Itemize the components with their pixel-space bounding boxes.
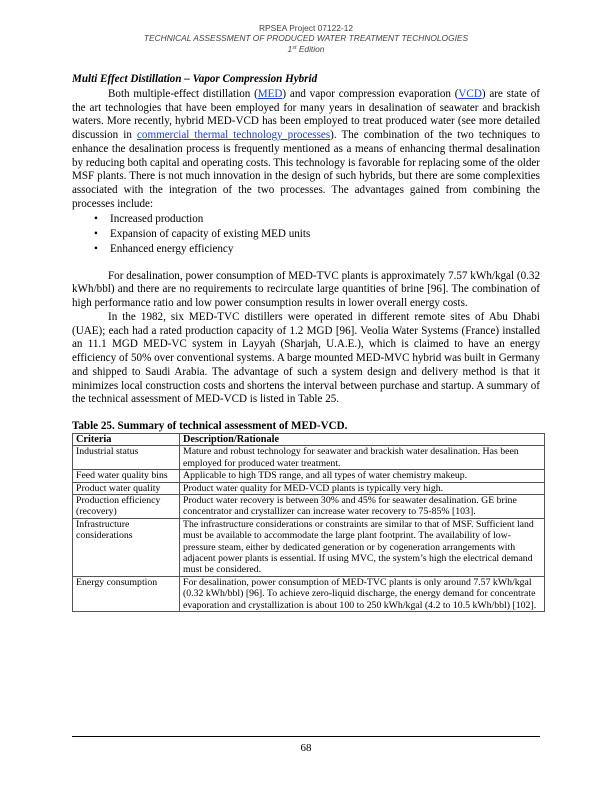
table-row xyxy=(73,495,545,519)
description-cell: Mature and robust technology for seawater and brackish water desalination. Has been employed for produced water treatment. xyxy=(180,446,545,470)
column-header-criteria: Criteria xyxy=(73,434,180,446)
criteria-cell: Product water quality xyxy=(73,482,180,494)
section-title: Multi Effect Distillation – Vapor Compression Hybrid xyxy=(72,73,318,85)
thermal-processes-link[interactable]: commercial thermal technology processes xyxy=(136,129,331,141)
column-header-description: Description/Rationale xyxy=(180,434,545,446)
table-title: Table 25. Summary of technical assessment of MED-VCD. xyxy=(72,420,348,432)
history-paragraph: In the 1982, six MED-TVC distillers were operated in different remote sites of Abu Dhabi (UAE); each had a rated production capacity of 1.2 MGD [96]. Veolia Water Systems (France) installed an 11.1 MGD MED-VC system in Layyah (Sharjah, U.A.E.), which is claimed to have an energy efficiency of 50% over conventional systems. A barge mounted MED-MVC hybrid was built in Germany and shipped to Saudi Arabia. The advantage of such a system design and delivery method is that it minimizes local construction costs and shortens the interval between purchase and startup. A summary of the technical assessment of MED-VCD is listed in Table 25. xyxy=(72,310,540,406)
main-content xyxy=(72,73,540,612)
page-header xyxy=(0,23,612,54)
list-item: • Enhanced energy efficiency xyxy=(110,242,540,257)
intro-paragraph: Both multiple-effect distillation (MED) and vapor compression evaporation (VCD) are state of the art technologies that have been employed for many years in desalination of seawater and brackish waters. More recently, hybrid MED-VCD has been employed to treat produced water (see more detailed discussion in commercial thermal technology processes). The combination of the two techniques to enhance the desalination process is frequently mentioned as a means of enhancing thermal desalination by reducing both capital and operating costs. This technology is favorable for replacing some of the older MSF plants. There is not much innovation in the design of such hybrids, but there are some complexities associated with the integration of the two processes. The advantages gained from combining the processes include: xyxy=(72,87,540,210)
power-consumption-paragraph: For desalination, power consumption of MED-TVC plants is approximately 7.57 kWh/kgal (0.32 kWh/bbl) and there are no requirements to recirculate large quantities of brine [96]. The combination of high performance ratio and low power consumption results in lower overall energy costs. xyxy=(72,269,540,309)
criteria-cell: Industrial status xyxy=(73,446,180,470)
criteria-cell: Feed water quality bins xyxy=(73,470,180,482)
med-link[interactable]: MED xyxy=(257,87,283,100)
assessment-table xyxy=(72,433,545,612)
table-row xyxy=(73,470,545,482)
table-row xyxy=(73,518,545,576)
criteria-cell: Infrastructure considerations xyxy=(73,518,180,576)
table-row xyxy=(73,482,545,494)
vcd-link[interactable]: VCD xyxy=(458,87,482,100)
page-number: 68 xyxy=(300,742,312,754)
list-item: • Increased production xyxy=(110,212,540,227)
footer-divider xyxy=(72,736,540,737)
description-cell: The infrastructure considerations or constraints are similar to that of MSF. Sufficient land must be available to accommodate the large plant footprint. The availability of low-pressure steam, either by dedicated generation or by cogeneration arrangements with adjacent power plants is essential. If using MVC, the system’s high the electrical demand must be considered. xyxy=(180,518,545,576)
table-header-row xyxy=(73,434,545,446)
description-cell: Product water quality for MED-VCD plants is typically very high. xyxy=(180,482,545,494)
table-row xyxy=(73,446,545,470)
advantages-list xyxy=(72,212,540,257)
description-cell: Product water recovery is between 30% and 45% for seawater desalination. GE brine concentrator and crystallizer can increase water recovery to 75-85% [103]. xyxy=(180,495,545,519)
table-row xyxy=(73,576,545,611)
description-cell: For desalination, power consumption of MED-TVC plants is only around 7.57 kWh/kgal (0.32 kWh/bbl) [96]. To achieve zero-liquid discharge, the energy demand for concentrate evaporation and crystallization is about 100 to 250 kWh/kgal (4.2 to 10.5 kWh/bbl) [102]. xyxy=(180,576,545,611)
description-cell: Applicable to high TDS range, and all types of water chemistry makeup. xyxy=(180,470,545,482)
header-edition: 1st Edition xyxy=(287,44,325,54)
header-project: RPSEA Project 07122-12 xyxy=(258,23,354,33)
list-item: • Expansion of capacity of existing MED units xyxy=(110,227,540,242)
header-report-title: TECHNICAL ASSESSMENT OF PRODUCED WATER TREATMENT TECHNOLOGIES xyxy=(143,33,469,43)
criteria-cell: Production efficiency (recovery) xyxy=(73,495,180,519)
criteria-cell: Energy consumption xyxy=(73,576,180,611)
